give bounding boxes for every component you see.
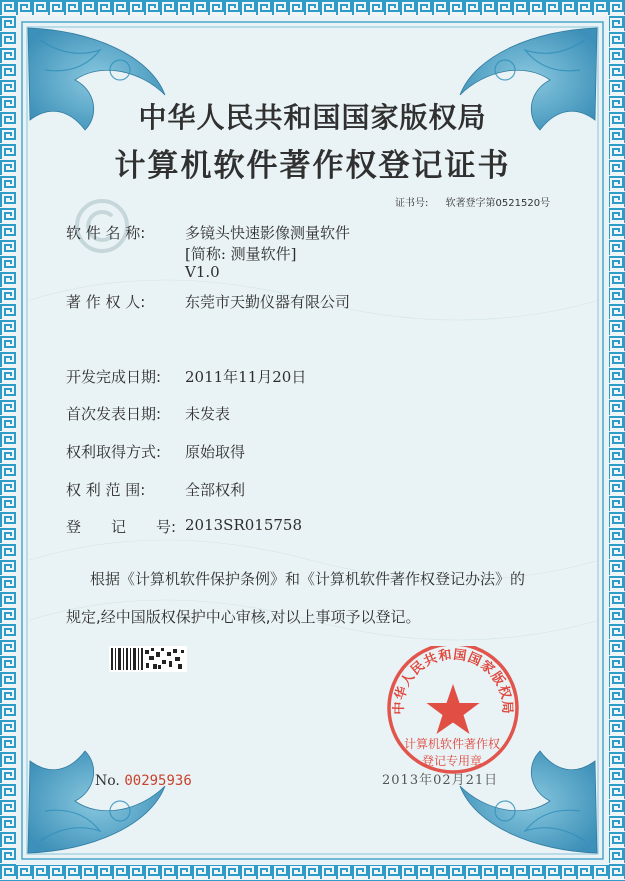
dev-date: 2011年11月20日 <box>185 368 307 386</box>
certificate-number-label: 证书号: <box>395 198 429 209</box>
seal-text-line1: 计算机软件著作权 <box>403 737 500 751</box>
dev-date-label: 开发完成日期: <box>66 368 162 386</box>
issuing-authority: 中华人民共和国国家版权局 <box>138 101 487 134</box>
software-short-name: [简称: 测量软件] <box>185 245 297 263</box>
software-name-label: 软 件 名 称: <box>66 224 146 242</box>
barcode-icon <box>109 646 187 672</box>
certificate-title: 计算机软件著作权登记证书 <box>114 148 511 184</box>
software-name: 多镜头快速影像测量软件 <box>185 224 351 242</box>
serial-number-value: 00295936 <box>124 773 192 789</box>
rights-scope-label: 权 利 范 围: <box>66 481 146 499</box>
body-paragraph-line1: 根据《计算机软件保护条例》和《计算机软件著作权登记办法》的 <box>90 570 526 588</box>
serial-number <box>95 773 192 789</box>
registration-number-label: 登 记 号: <box>66 518 177 536</box>
seal-text-line2: 登记专用章 <box>421 754 482 768</box>
certificate-number <box>395 194 550 209</box>
publish-date: 未发表 <box>185 405 231 423</box>
software-version: V1.0 <box>185 263 220 281</box>
acquire-method: 原始取得 <box>185 443 246 461</box>
seal-arc-text: 中华人民共和国国家版权局 <box>391 647 515 715</box>
publish-date-label: 首次发表日期: <box>66 405 162 423</box>
owner-label: 著 作 权 人: <box>66 293 146 311</box>
rights-scope: 全部权利 <box>185 481 246 499</box>
issue-date-stamp: 2013年02月21日 <box>382 773 499 788</box>
owner-name: 东莞市天勤仪器有限公司 <box>185 293 351 311</box>
acquire-method-label: 权利取得方式: <box>66 443 162 461</box>
serial-number-label: No. <box>95 773 120 789</box>
registration-number: 2013SR015758 <box>185 516 303 534</box>
body-paragraph-line2: 规定,经中国版权保护中心审核,对以上事项予以登记。 <box>66 608 421 626</box>
certificate-number-value: 软著登字第0521520号 <box>445 198 551 209</box>
